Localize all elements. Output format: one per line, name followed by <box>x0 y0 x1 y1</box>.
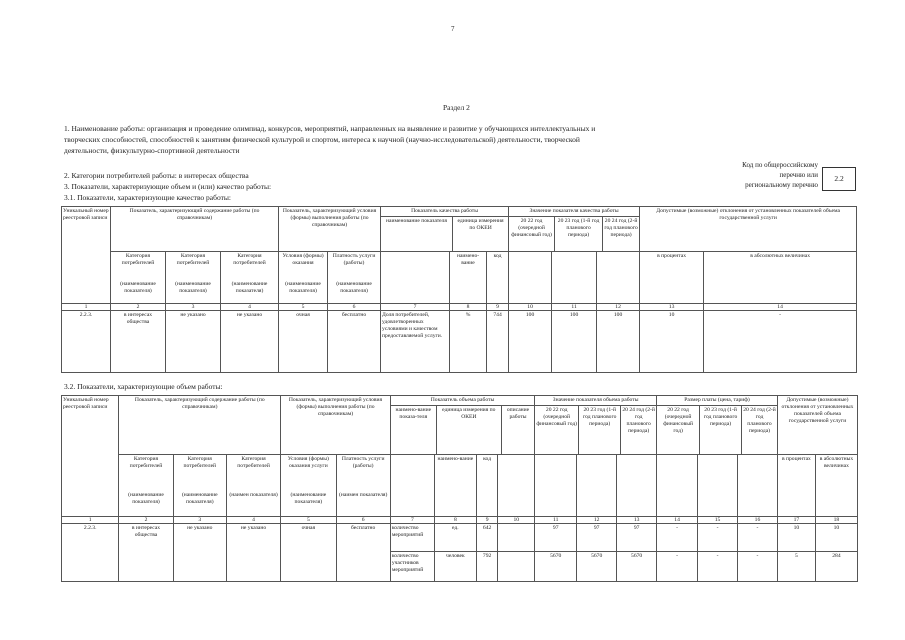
header-year-3: 20 24 год (2-й год планового периода) <box>622 407 655 434</box>
header-conditions: Показатель, характеризующий условия (формы) выполнения работы (по справочникам) <box>281 396 391 455</box>
okved-label: Код по общероссийскому перечню или региональному перечню <box>742 161 818 189</box>
sub-category-3: Категория потребителей (наимен показателя) <box>226 455 280 517</box>
header-quality: Показатель качества работы наименование показателя единица измерения по ОКЕИ <box>381 207 509 252</box>
sub-conditions: Условия (формы) оказания (наименование показателя) <box>279 252 328 304</box>
quality-table <box>61 206 857 373</box>
sub-conditions: Условия (формы) оказания услуги (наименование показателя) <box>281 455 336 517</box>
empty-cell <box>498 455 535 517</box>
okved-value: 2.2 <box>822 167 856 191</box>
header-unique-number: Уникальный номер реестровой записи <box>62 396 119 517</box>
header-year-3: 20 24 год (2-й год планового периода) <box>604 218 638 238</box>
header-indicator-name: наимено-вание показа-теля <box>391 406 437 454</box>
header-year-1: 20 22 год (очередной финансовый год) <box>535 406 579 454</box>
table-row: количество участников мероприятий человек 792 5670 5670 5670 - - - 5 284 <box>62 552 858 582</box>
table-row: 2.2.3. в интересах общества не указано не указано очная бесплатно Доля потребителей, удовлетворенных условиями и качеством предоставляемой услуги. % 744 100 100 100 10 - <box>62 311 857 373</box>
empty-cell <box>597 252 640 304</box>
sub-category-1: Категория потребителей (наименование показателя) <box>119 455 173 517</box>
sub-category-2: Категория потребителей (наименование показателя) <box>166 252 221 304</box>
empty-cell <box>657 455 698 517</box>
empty-cell <box>577 455 617 517</box>
empty-cell <box>698 455 738 517</box>
header-fee-year-3: 20 24 год (2-й год планового периода) <box>743 407 776 434</box>
header-absolute: в абсолютных величинах <box>704 252 857 304</box>
sub-category-2: Категория потребителей (наименование показателя) <box>173 455 226 517</box>
header-conditions: Показатель, характеризующий условия (формы) выполнения работы (по справочникам) <box>279 207 381 252</box>
empty-cell <box>509 252 552 304</box>
sub-category-3: Категория потребителей (наименование показателя) <box>221 252 279 304</box>
category-line: 2. Категории потребителей работы: в интересах общества <box>64 171 249 180</box>
work-name-line-1: 1. Наименование работы: организация и проведение олимпиад, конкурсов, мероприятий, направленных на выявление и развитие у обучающихся интеллектуальных и <box>64 124 596 133</box>
header-volume: Показатель объема работы наимено-вание показа-теля единица измерения по ОКЕИ описание работы <box>390 396 534 455</box>
header-unit-name: наимено-вание <box>450 252 487 304</box>
page-number: 7 <box>451 25 455 33</box>
empty-cell <box>617 455 657 517</box>
header-unit-name: наимено-вание <box>434 455 476 517</box>
volume-section-title: 3.2. Показатели, характеризующие объем работы: <box>64 382 223 391</box>
header-fee-year-2: 20 23 год (1-й год планового периода) <box>700 406 742 454</box>
indicators-line: 3. Показатели, характеризующие объем и (или) качество работы: <box>64 182 272 191</box>
header-fee: Размер платы (цена, тариф) 20 22 год (очередной финансовый год) 20 23 год (1-й год планового периода) 20 24 год (2-й год планового периода) <box>657 396 778 455</box>
header-value: Значение показателя объема работы 20 22 год (очередной финансовый год) 20 23 год (1-й год планового периода) 20 24 год (2-й год планового периода) <box>535 396 657 455</box>
empty-cell <box>381 252 450 304</box>
header-absolute: в абсолютных величинах <box>815 455 857 517</box>
work-name-line-3: деятельности, физкультурно-спортивной деятельности <box>64 146 240 155</box>
table-row: 2.2.3. в интересах общества не указано не указано очная бесплатно количество мероприятий ед. 642 97 97 97 - - - 10 10 <box>62 524 858 552</box>
sub-payment: Платность услуги (работы) (наименование показателя) <box>328 252 381 304</box>
header-percent: в процентах <box>777 455 815 517</box>
quality-section-title: 3.1. Показатели, характеризующие качество работы: <box>64 193 231 202</box>
header-unit: единица измерения по ОКЕИ <box>437 406 502 454</box>
header-value: Значение показателя качества работы 20 22 год (очередной финансовый год) 20 23 год (1-й год планового периода) 20 24 год (2-й год планового периода) <box>509 207 640 252</box>
column-numbers-row: 1 2 3 4 5 6 7 8 9 10 11 12 13 14 <box>62 304 857 311</box>
header-year-1: 20 22 год (очередной финансовый год) <box>509 217 555 251</box>
empty-cell <box>552 252 597 304</box>
column-numbers-row: 1 2 3 4 5 6 7 8 9 10 11 12 13 14 15 16 17 18 <box>62 517 858 524</box>
sub-category-1: Категория потребителей (наименование показателя) <box>111 252 166 304</box>
header-description: описание работы <box>506 407 530 420</box>
header-content: Показатель, характеризующий содержание работы (по справочникам) <box>119 396 281 455</box>
header-year-2: 20 23 год (1-й год планового периода) <box>555 217 603 251</box>
header-indicator-name: наименование показателя <box>381 217 453 251</box>
empty-cell <box>737 455 777 517</box>
header-deviation: Допустимые (возможные) отклонения от установленных показателей объема государственной услуги <box>640 207 857 252</box>
volume-table <box>61 395 858 582</box>
header-content: Показатель, характеризующий содержание работы (по справочникам) <box>111 207 279 252</box>
header-code: код <box>476 455 498 517</box>
header-code: код <box>487 252 509 304</box>
section-title: Раздел 2 <box>443 103 470 112</box>
empty-cell <box>535 455 577 517</box>
header-fee-year-1: 20 22 год (очередной финансовый год) <box>657 406 700 454</box>
empty-cell <box>390 455 434 517</box>
header-percent: в процентах <box>640 252 704 304</box>
header-deviation: Допустимые (возможные) отклонения от установленных показателей объема государственной услуги <box>777 396 857 455</box>
header-unique-number: Уникальный номер реестровой записи <box>62 207 111 304</box>
header-unit: единица измерения по ОКЕИ <box>457 218 504 231</box>
sub-payment: Платность услуги (работы) (наимен показателя) <box>336 455 390 517</box>
work-name-line-2: творческих способностей, способностей к занятиям физической культурой и спортом, интереса к научной (научно-исследовательской) деятельности, творческой <box>64 135 580 144</box>
header-year-2: 20 23 год (1-й год планового периода) <box>579 406 621 454</box>
